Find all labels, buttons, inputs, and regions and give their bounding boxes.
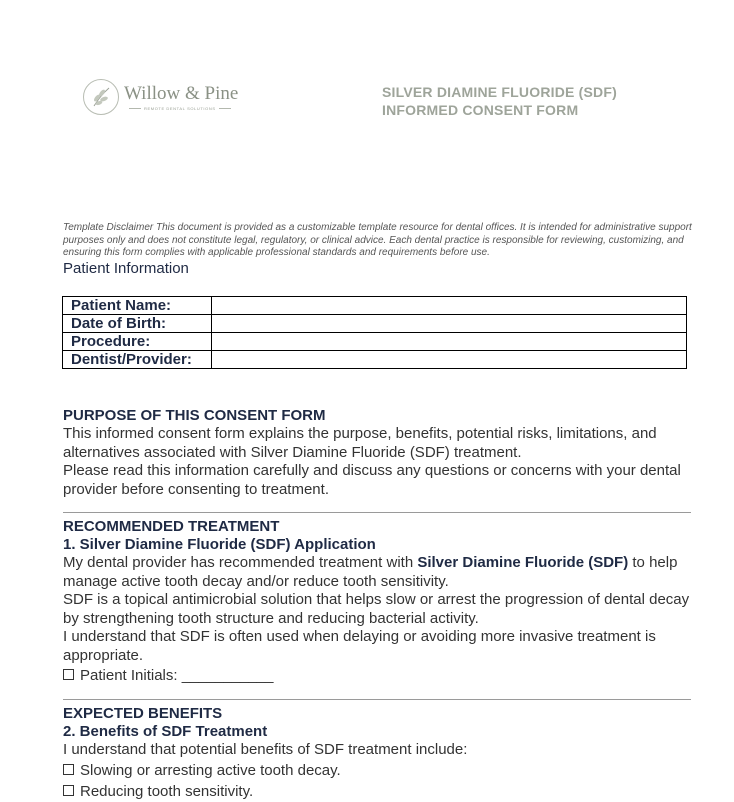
table-row [63,333,687,351]
date-of-birth-field[interactable] [212,315,687,333]
date-of-birth-label: Date of Birth: [63,315,212,333]
patient-name-label: Patient Name: [63,297,212,315]
benefit-item-label: Reducing tooth sensitivity. [80,782,254,800]
purpose-paragraph-2: Please read this information carefully and discuss any questions or concerns with your dental provider before consenting to treatment. [63,462,681,498]
section-divider [63,512,691,513]
form-title [382,83,617,119]
logo-name: Willow & Pine [124,83,239,104]
leaf-circle-icon [82,78,120,116]
form-title-line1: SILVER DIAMINE FLUORIDE (SDF) [382,84,617,100]
recommended-p1-text-end: to help manage active tooth decay and/or reduce tooth sensitivity. [63,554,678,590]
patient-initials-label: Patient Initials: ___________ [80,667,274,684]
benefits-heading: EXPECTED BENEFITS [63,705,223,722]
recommended-paragraph-3: I understand that SDF is often used when delaying or avoiding more invasive treatment is appropriate. [63,628,656,664]
procedure-field[interactable] [212,333,687,351]
section-divider [63,699,691,700]
table-row [63,297,687,315]
logo-tagline: REMOTE DENTAL SOLUTIONS [126,106,234,111]
benefits-subheading: 2. Benefits of SDF Treatment [63,723,268,740]
checkbox[interactable] [63,785,74,796]
purpose-paragraph-1: This informed consent form explains the purpose, benefits, potential risks, limitations, and alternatives associated with Silver Diamine Fluoride (SDF) treatment. [63,425,657,461]
patient-info-table [62,296,687,369]
benefit-item [63,760,691,781]
recommended-paragraph-2: SDF is a topical antimicrobial solution that helps slow or arrest the progression of dental decay by strengthening tooth structure and reducing bacterial activity. [63,591,690,627]
table-row [63,315,687,333]
recommended-paragraph-1 [63,554,691,591]
benefit-item-label: Slowing or arresting active tooth decay. [80,761,341,779]
recommended-p1-text: My dental provider has recommended treatment with [63,554,418,571]
recommended-subheading: 1. Silver Diamine Fluoride (SDF) Application [63,536,376,553]
benefits-intro: I understand that potential benefits of SDF treatment include: [63,741,468,758]
dentist-provider-label: Dentist/Provider: [63,351,212,369]
willow-pine-logo [82,78,252,118]
patient-info-heading: Patient Information [63,260,189,277]
form-title-line2: INFORMED CONSENT FORM [382,102,579,118]
recommended-heading: RECOMMENDED TREATMENT [63,518,280,535]
consent-content [63,406,691,802]
table-row [63,351,687,369]
purpose-heading: PURPOSE OF THIS CONSENT FORM [63,407,326,424]
sdf-bold-term: Silver Diamine Fluoride (SDF) [417,554,629,571]
checkbox[interactable] [63,669,74,680]
patient-name-field[interactable] [212,297,687,315]
procedure-label: Procedure: [63,333,212,351]
benefit-item [63,781,691,802]
checkbox[interactable] [63,764,74,775]
template-disclaimer: Template Disclaimer This document is provided as a customizable template resource for dental offices. It is intended for administrative support purposes only and does not constitute legal, regulatory, or clinical advice. Each dental practice is responsible for reviewing, customizing, and ensuring this form complies with applicable professional standards and requirements before use. [63,222,692,258]
patient-initials-item [63,665,691,686]
dentist-provider-field[interactable] [212,351,687,369]
